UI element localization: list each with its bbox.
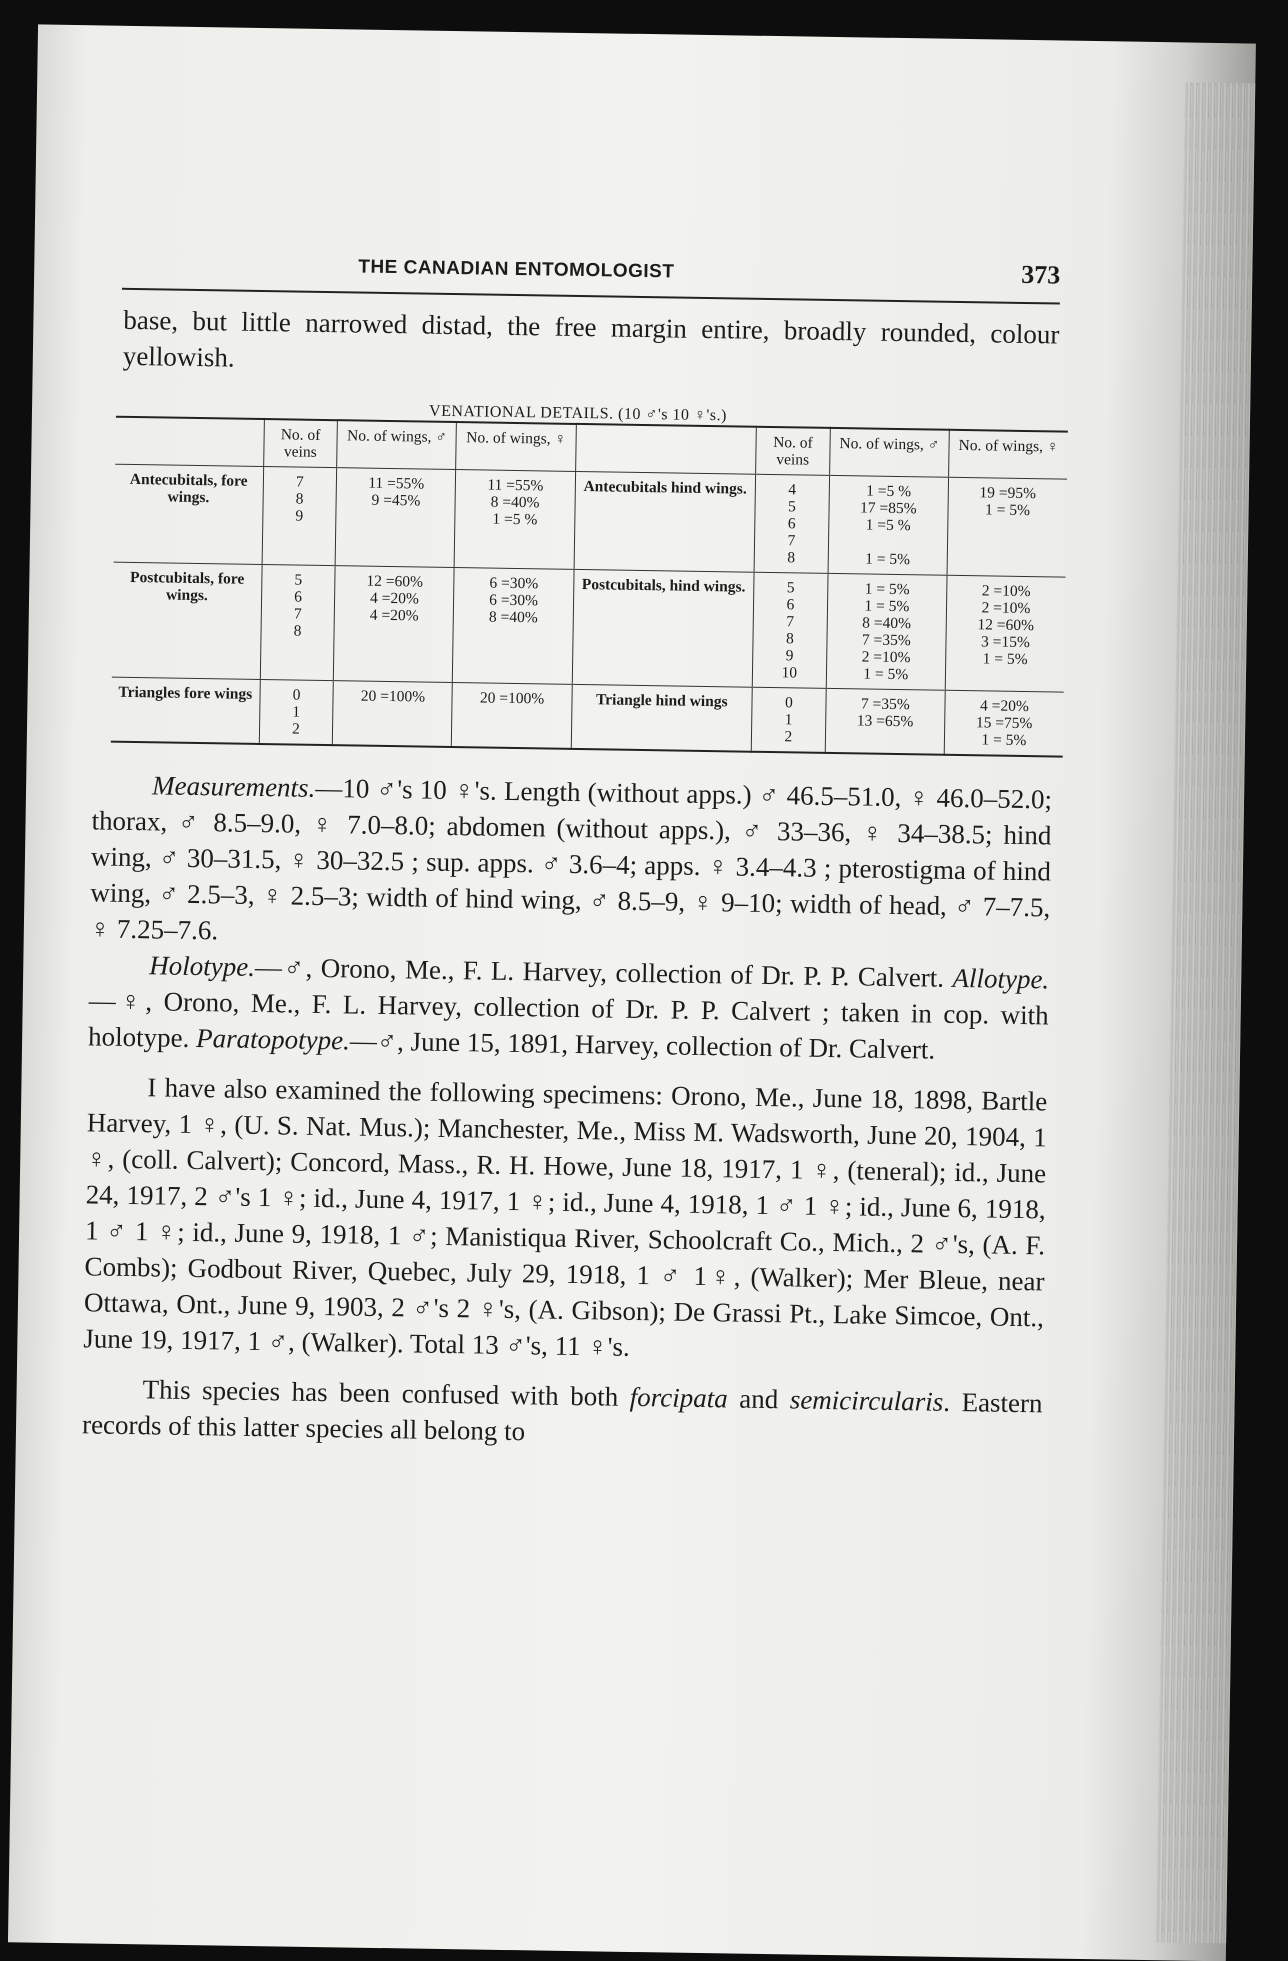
- cell-value: 3 =15%: [980, 633, 1030, 652]
- body-text: [82, 766, 1052, 1457]
- cell-right-wings-male: [826, 573, 947, 690]
- header-empty-right: [575, 424, 756, 474]
- cell-value: 8 =40%: [862, 614, 912, 633]
- closing-text-1: This species has been confused with both: [142, 1374, 631, 1412]
- closing-text-3: . Eastern records of this latter species all belong to: [81, 1386, 1043, 1447]
- closing-text-2: and: [727, 1383, 791, 1415]
- cell-value: 11 =55%: [487, 476, 544, 495]
- cell-value: 4 =20%: [369, 589, 419, 608]
- cell-value: 1: [292, 703, 301, 721]
- cell-right-wings-female: [945, 575, 1065, 692]
- cell-right-wings-female: [944, 690, 1064, 756]
- cell-left-veins: [262, 467, 337, 566]
- cell-right-label: Antecubitals hind wings.: [574, 471, 756, 572]
- cell-left-wings-female: [452, 683, 572, 749]
- cell-value: 8: [787, 549, 796, 567]
- cell-left-wings-female: [453, 568, 574, 685]
- cell-right-veins: [754, 474, 829, 573]
- cell-value: 12 =60%: [366, 572, 424, 591]
- table-row: [112, 562, 1066, 692]
- cell-left-veins: [260, 565, 336, 681]
- cell-value: 1 =5 %: [865, 516, 911, 535]
- types-paragraph: [88, 946, 1050, 1069]
- cell-value: 6 =30%: [489, 591, 539, 610]
- cell-left-veins: [259, 679, 334, 745]
- table-row: [114, 464, 1067, 577]
- cell-value: 9: [295, 507, 304, 525]
- running-title: THE CANADIAN ENTOMOLOGIST: [358, 256, 675, 283]
- header-wings-male-left: No. of wings, ♂: [337, 420, 457, 469]
- specimens-paragraph: I have also examined the following specimens: Orono, Me., June 18, 1898, Bartle Harvey, 1 ♀, (U. S. Nat. Mus.); Manchester, Me., Miss M. Wadsworth, June 20, 1904, 1 ♀, (coll. Calvert); Concord, Mass., R. H. Howe, June 18, 1917, 1 ♀, (teneral); id., June 24, 1917, 2 ♂'s 1 ♀; id., June 4, 1917, 1 ♀; id., June 4, 1918, 1 ♂ 1 ♀; id., June 6, 1918, 1 ♂ 1 ♀; id., June 9, 1918, 1 ♂; Manistiqua River, Schoolcraft Co., Mich., 2 ♂'s, (A. F. Combs); Godbout River, Quebec, July 29, 1918, 1 ♂ 1♀, (Walker); Mer Bleue, near Ottawa, Ont., June 9, 1903, 2 ♂'s 2 ♀'s, (A. Gibson); De Grassi Pt., Lake Simcoe, Ont., June 19, 1917, 1 ♂, (Walker). Total 13 ♂'s, 11 ♀'s.: [83, 1072, 1048, 1362]
- holotype-label: Holotype.: [149, 950, 256, 982]
- cell-left-wings-male: [334, 566, 455, 683]
- cell-value: 0: [784, 694, 793, 712]
- cell-value: 1 = 5%: [981, 731, 1027, 750]
- cell-value: 13 =65%: [856, 712, 914, 731]
- cell-left-label: Triangles fore wings: [111, 677, 260, 744]
- measurements-text: —10 ♂'s 10 ♀'s. Length (without apps.) ♂ 46.5–51.0, ♀ 46.0–52.0; thorax, ♂ 8.5–9.0, ♀ 7.0–8.0; abdomen (without apps.), ♂ 33–36, ♀ 34–38.5; hind wing, ♂ 30–31.5, ♀ 30–32.5 ; sup. apps. ♂ 3.6–4; apps. ♀ 3.4–4.3 ; pterostigma of hind wing, ♂ 2.5–3, ♀ 2.5–3; width of hind wing, ♂ 8.5–9, ♀ 9–10; width of head, ♂ 7–7.5, ♀ 7.25–7.6.: [89, 772, 1053, 946]
- semicircularis-name: semicircularis: [789, 1384, 944, 1417]
- cell-value: 20 =100%: [479, 689, 545, 708]
- book-page: [8, 24, 1256, 1961]
- paratopotype-label: Paratopotype.: [195, 1023, 351, 1056]
- cell-value: 7: [295, 473, 304, 491]
- cell-left-wings-female: [455, 470, 576, 570]
- cell-right-wings-female: [947, 477, 1067, 577]
- cell-value: 7: [293, 605, 302, 623]
- header-empty-left: [115, 417, 264, 467]
- measurements-label: Measurements.: [151, 770, 316, 803]
- cell-value: 4 =20%: [979, 697, 1029, 716]
- cell-value: 7 =35%: [861, 631, 911, 650]
- allotype-text: —♀, Orono, Me., F. L. Harvey, collection of Dr. P. P. Calvert ; taken in cop. with holotype.: [87, 985, 1049, 1054]
- cell-value: 6 =30%: [489, 574, 539, 593]
- cell-value: 8 =40%: [490, 493, 540, 512]
- cell-value: 6: [294, 588, 303, 606]
- header-veins-left: No. of veins: [263, 419, 337, 468]
- cell-value: 7: [787, 532, 796, 550]
- cell-value: 17 =85%: [859, 499, 917, 518]
- cell-value: 11 =55%: [368, 474, 425, 493]
- cell-value: 1 = 5%: [984, 501, 1031, 520]
- cell-left-wings-male: [335, 468, 456, 568]
- cell-value: 4 =20%: [369, 606, 419, 625]
- cell-value: 9: [785, 647, 794, 665]
- cell-value: 20 =100%: [360, 687, 426, 706]
- header-veins-right: No. of veins: [756, 427, 830, 476]
- cell-value: 2: [291, 720, 300, 738]
- allotype-label: Allotype.: [952, 962, 1050, 995]
- cell-left-wings-male: [333, 681, 453, 747]
- cell-right-veins: [752, 572, 828, 688]
- cell-value: 4: [788, 481, 797, 499]
- measurements-paragraph: [90, 766, 1053, 961]
- page-header: [122, 246, 1061, 305]
- cell-left-label: Postcubitals, fore wings.: [112, 562, 262, 679]
- cell-value: 0: [292, 686, 301, 704]
- cell-value: 12 =60%: [977, 616, 1035, 635]
- holotype-text: —♂, Orono, Me., F. L. Harvey, collection of Dr. P. P. Calvert.: [254, 951, 953, 993]
- page-content: [82, 245, 1061, 1457]
- header-wings-female-right: No. of wings, ♀: [948, 430, 1067, 479]
- cell-value: 1: [784, 711, 793, 729]
- cell-value: 6: [786, 596, 795, 614]
- cell-value: 1 = 5%: [865, 550, 911, 569]
- cell-value: 1 =5 %: [866, 482, 912, 501]
- cell-right-veins: [751, 687, 826, 753]
- cell-value: 5: [787, 498, 796, 516]
- cell-value: 2 =10%: [861, 648, 911, 667]
- cell-value: 1 = 5%: [982, 650, 1028, 669]
- cell-value: 2 =10%: [981, 582, 1031, 601]
- cell-value: [833, 533, 943, 552]
- cell-right-label: Postcubitals, hind wings.: [572, 569, 754, 687]
- cell-value: 1 =5 %: [492, 510, 538, 529]
- table-row: [111, 677, 1064, 756]
- cell-right-wings-male: [825, 688, 945, 754]
- intro-paragraph: base, but little narrowed distad, the free margin entire, broadly rounded, colour yellowish.: [122, 304, 1060, 373]
- page-number: 373: [1021, 259, 1061, 290]
- venation-table: [111, 416, 1068, 758]
- cell-right-label: Triangle hind wings: [571, 684, 752, 751]
- cell-value: 5: [294, 571, 303, 589]
- header-wings-male-right: No. of wings, ♂: [829, 428, 949, 477]
- cell-value: 10: [781, 664, 798, 682]
- cell-value: 9 =45%: [371, 491, 421, 510]
- cell-value: 8: [293, 622, 302, 640]
- cell-value: 1 = 5%: [864, 580, 910, 599]
- cell-value: 2 =10%: [981, 599, 1031, 618]
- cell-value: 2: [784, 728, 793, 746]
- forcipata-name: forcipata: [629, 1381, 729, 1414]
- cell-value: 8 =40%: [488, 608, 538, 627]
- cell-value: 19 =95%: [979, 484, 1037, 503]
- cell-value: 7: [786, 613, 795, 631]
- cell-value: 5: [786, 579, 795, 597]
- cell-value: 1 = 5%: [863, 665, 909, 684]
- cell-right-wings-male: [828, 475, 949, 575]
- header-wings-female-left: No. of wings, ♀: [456, 422, 576, 471]
- cell-left-label: Antecubitals, fore wings.: [114, 464, 264, 564]
- page-edge-shadow: [1156, 82, 1255, 1943]
- cell-value: 15 =75%: [975, 714, 1033, 733]
- closing-paragraph: [82, 1370, 1043, 1457]
- cell-value: 6: [787, 515, 796, 533]
- table-caption: VENATIONAL DETAILS. (10 ♂'s 10 ♀'s.): [428, 402, 728, 425]
- cell-value: 7 =35%: [860, 695, 910, 714]
- cell-value: 8: [295, 490, 304, 508]
- paratopotype-text: —♂, June 15, 1891, Harvey, collection of Dr. Calvert.: [349, 1025, 936, 1065]
- cell-value: 1 = 5%: [864, 597, 910, 616]
- cell-value: 8: [785, 630, 794, 648]
